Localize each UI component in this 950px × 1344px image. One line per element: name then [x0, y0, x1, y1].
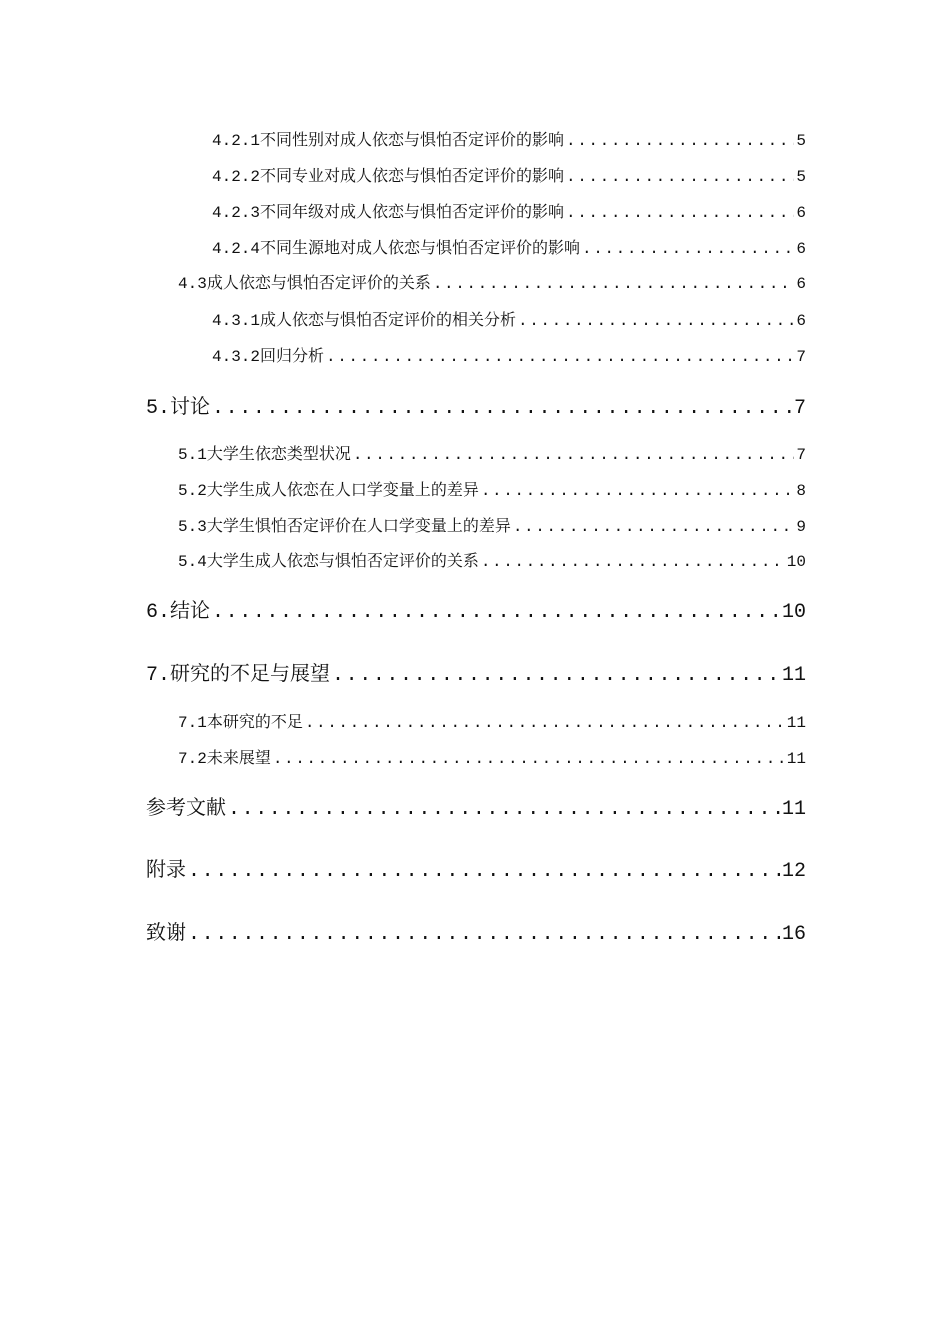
toc-entry-number: 7. [146, 664, 171, 687]
toc-entry-number: 4.2.1 [212, 132, 261, 150]
toc-dot-leader [566, 132, 794, 150]
toc-dot-leader [305, 714, 785, 732]
toc-dot-leader [273, 750, 785, 768]
toc-entry-5[interactable] [146, 390, 806, 420]
toc-page-number: 5 [796, 168, 806, 186]
toc-dot-leader [582, 240, 794, 258]
toc-entry-number: 4.3.2 [212, 348, 261, 366]
toc-dot-leader [518, 312, 794, 330]
toc-dot-leader [513, 518, 795, 536]
toc-entry-number: 5.4 [178, 553, 207, 571]
toc-entry-title: 不同生源地对成人依恋与惧怕否定评价的影响 [260, 238, 581, 257]
toc-page-number: 11 [781, 798, 806, 821]
toc-dot-leader [188, 860, 780, 883]
toc-entry-title: 大学生依恋类型状况 [206, 444, 351, 463]
toc-entry-title: 不同专业对成人依恋与惧怕否定评价的影响 [260, 166, 565, 185]
toc-dot-leader [353, 446, 795, 464]
toc-page-number: 10 [781, 601, 806, 624]
toc-entry-title: 大学生惧怕否定评价在人口学变量上的差异 [206, 516, 511, 535]
toc-entry-title: 大学生成人依恋与惧怕否定评价的关系 [206, 551, 479, 570]
toc-entry-number: 5.3 [178, 518, 207, 536]
toc-entry-number: 4.2.4 [212, 240, 261, 258]
toc-dot-leader [481, 482, 795, 500]
toc-entry-5-2[interactable] [178, 477, 806, 500]
toc-entry-number: 5. [146, 397, 171, 420]
toc-page-number: 9 [796, 518, 806, 536]
toc-entry-title: 成人依恋与惧怕否定评价的关系 [206, 273, 431, 292]
toc-dot-leader [332, 664, 780, 687]
toc-entry-title: 参考文献 [146, 795, 226, 819]
toc-page-number: 8 [796, 482, 806, 500]
toc-page-number: 11 [786, 750, 806, 768]
toc-entry-title: 不同性别对成人依恋与惧怕否定评价的影响 [260, 130, 565, 149]
toc-page-number: 11 [781, 664, 806, 687]
toc-entry-4-3-2[interactable] [212, 343, 806, 366]
toc-dot-leader [188, 923, 780, 946]
toc-dot-leader [212, 601, 780, 624]
toc-entry-title: 未来展望 [206, 748, 271, 767]
toc-entry-4-2-2[interactable] [212, 163, 806, 186]
toc-entry-title: 本研究的不足 [206, 712, 303, 731]
toc-entry-title: 致谢 [146, 920, 186, 944]
toc-entry-number: 4.3.1 [212, 312, 261, 330]
toc-page-number: 7 [796, 348, 806, 366]
toc-entry-number: 4.2.2 [212, 168, 261, 186]
toc-entry-6[interactable] [146, 594, 806, 624]
toc-entry-title: 成人依恋与惧怕否定评价的相关分析 [260, 310, 517, 329]
toc-entry-title: 结论 [170, 598, 211, 622]
toc-entry-title: 不同年级对成人依恋与惧怕否定评价的影响 [260, 202, 565, 221]
toc-entry-5-1[interactable] [178, 441, 806, 464]
toc-page-number: 6 [796, 204, 806, 222]
toc-page-number: 7 [796, 446, 806, 464]
toc-entry-7[interactable] [146, 657, 806, 687]
toc-entry-number: 5.2 [178, 482, 207, 500]
toc-entry-5-3[interactable] [178, 513, 806, 536]
toc-entry-title: 讨论 [170, 394, 211, 418]
toc-entry-title: 回归分析 [260, 346, 325, 365]
toc-entry-7-1[interactable] [178, 709, 806, 732]
toc-entry-title: 附录 [146, 857, 186, 881]
toc-dot-leader [212, 397, 792, 420]
toc-page-number: 5 [796, 132, 806, 150]
toc-entry-number: 4.3 [178, 275, 207, 293]
toc-entry-number: 5.1 [178, 446, 207, 464]
toc-entry-4-3[interactable] [178, 270, 806, 293]
toc-entry-5-4[interactable] [178, 548, 806, 571]
toc-entry-references[interactable] [146, 791, 806, 821]
toc-dot-leader [433, 275, 795, 293]
toc-page-number: 12 [781, 860, 806, 883]
toc-dot-leader [481, 553, 785, 571]
toc-page-number: 6 [796, 240, 806, 258]
toc-page-number: 16 [781, 923, 806, 946]
toc-entry-4-2-3[interactable] [212, 199, 806, 222]
toc-entry-title: 大学生成人依恋在人口学变量上的差异 [206, 480, 479, 499]
toc-entry-number: 7.2 [178, 750, 207, 768]
toc-page-number: 11 [786, 714, 806, 732]
toc-entry-number: 7.1 [178, 714, 207, 732]
toc-entry-appendix[interactable] [146, 853, 806, 883]
toc-page-number: 6 [796, 312, 806, 330]
toc-entry-4-2-1[interactable] [212, 127, 806, 150]
toc-page-number: 7 [793, 397, 806, 420]
toc-entry-acknowledgements[interactable] [146, 916, 806, 946]
toc-entry-number: 4.2.3 [212, 204, 261, 222]
toc-entry-4-3-1[interactable] [212, 307, 806, 330]
toc-dot-leader [566, 204, 794, 222]
toc-entry-4-2-4[interactable] [212, 235, 806, 258]
toc-dot-leader [228, 798, 780, 821]
toc-page-number: 10 [786, 553, 806, 571]
toc-entry-7-2[interactable] [178, 745, 806, 768]
toc-dot-leader [326, 348, 794, 366]
toc-page-number: 6 [796, 275, 806, 293]
toc-entry-number: 6. [146, 601, 171, 624]
toc-dot-leader [566, 168, 794, 186]
toc-entry-title: 研究的不足与展望 [170, 661, 331, 685]
